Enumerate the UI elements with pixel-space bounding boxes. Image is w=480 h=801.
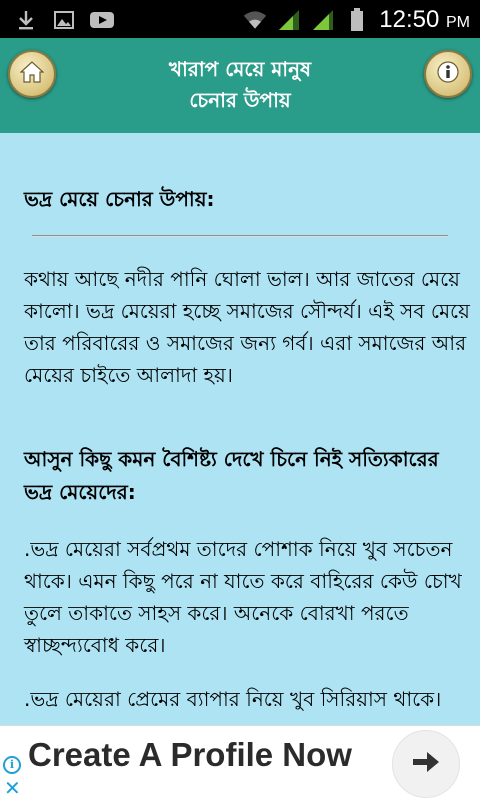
article-content[interactable] bbox=[0, 133, 480, 725]
title-line-2: চেনার উপায় bbox=[189, 88, 291, 112]
ad-close-icon[interactable]: ✕ bbox=[4, 776, 21, 800]
paragraph-1: কথায় আছে নদীর পানি ঘোলা ভাল। আর জাতের মেয়ে কালো। ভদ্র মেয়েরা হচ্ছে সমাজের সৌন্দর্য। এই সব মেয়ে তার পরিবারের ও সমাজের জন্য গর্ব। এরা সমাজের আর মেয়ের চাইতে আলাদা হয়। bbox=[24, 267, 470, 387]
wifi-icon bbox=[243, 8, 267, 32]
section-heading-2: আসুন কিছু কমন বৈশিষ্ট্য দেখে চিনে নিই সত্যিকারের ভদ্র মেয়েদের: bbox=[24, 447, 439, 504]
arrow-right-icon bbox=[411, 749, 441, 779]
download-icon bbox=[14, 8, 38, 32]
image-icon bbox=[52, 8, 76, 32]
status-clock: 12:50 PM bbox=[379, 6, 470, 33]
ad-banner[interactable] bbox=[0, 725, 480, 801]
page-title bbox=[90, 54, 390, 116]
divider bbox=[32, 235, 448, 236]
paragraph-3: .ভদ্র মেয়েরা প্রেমের ব্যাপার নিয়ে খুব সিরিয়াস থাকে। bbox=[24, 687, 442, 711]
signal-icon-2 bbox=[311, 8, 335, 32]
ad-arrow-button[interactable] bbox=[392, 730, 460, 798]
ad-text[interactable]: Create A Profile Now bbox=[28, 736, 352, 773]
signal-icon bbox=[277, 8, 301, 32]
ad-info-icon[interactable]: i bbox=[3, 756, 21, 774]
info-button[interactable] bbox=[424, 50, 472, 98]
info-icon bbox=[437, 61, 459, 87]
home-icon bbox=[20, 61, 44, 87]
home-button[interactable] bbox=[8, 50, 56, 98]
paragraph-2: .ভদ্র মেয়েরা সর্বপ্রথম তাদের পোশাক নিয়ে খুব সচেতন থাকে। এমন কিছু পরে না যাতে করে বাহিরের কেউ চোখ তুলে তাকাতে সাহস করে। অনেকে বোরখা পরতে স্বাচ্ছন্দ্যবোধ করে। bbox=[24, 537, 462, 657]
title-line-1: খারাপ মেয়ে মানুষ bbox=[168, 57, 312, 81]
app-header bbox=[0, 38, 480, 133]
battery-icon bbox=[345, 8, 369, 32]
status-bar bbox=[0, 0, 480, 38]
youtube-icon bbox=[90, 8, 114, 32]
section-heading-1: ভদ্র মেয়ে চেনার উপায়: bbox=[24, 187, 215, 211]
